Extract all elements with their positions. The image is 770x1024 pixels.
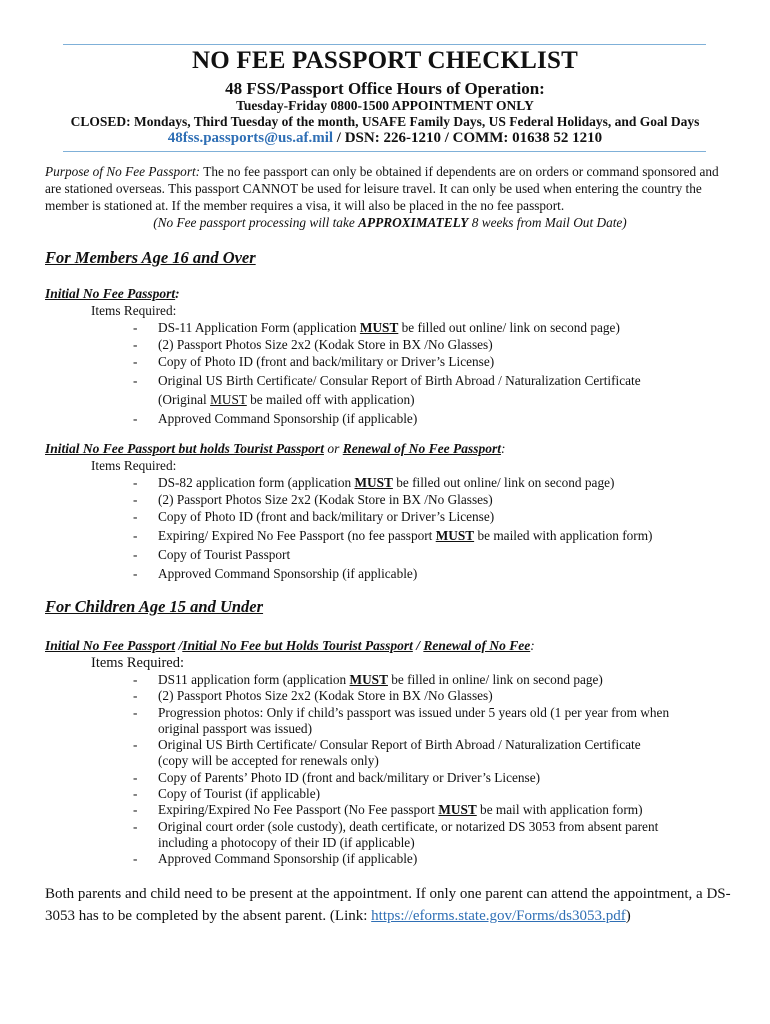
item-text: (Original: [158, 392, 211, 407]
must-emphasis: MUST: [349, 672, 388, 687]
list-item-continued: [0, 391, 641, 408]
office-days: Tuesday-Friday 0800-1500 APPOINTMENT ONLY: [236, 98, 534, 113]
subheading-colon: :: [175, 286, 180, 301]
hours-heading: 48 FSS/Passport Office Hours of Operation:: [225, 79, 545, 98]
must-emphasis: MUST: [359, 320, 399, 335]
list-item: - Approved Command Sponsorship (if applicable): [0, 410, 641, 427]
item-text: Expiring/Expired No Fee Passport (No Fee passport: [158, 802, 439, 818]
must-emphasis: MUST: [210, 392, 247, 407]
list-item: [0, 474, 652, 491]
phone-numbers: / DSN: 226-1210 / COMM: 01638 52 1210: [333, 130, 603, 146]
section-heading-children: For Children Age 15 and Under: [45, 597, 264, 616]
item-text: be mail with application form): [476, 802, 643, 818]
note-emphasis: APPROXIMATELY: [358, 215, 469, 230]
purpose-paragraph: [45, 163, 735, 231]
ds3053-link[interactable]: https://eforms.state.gov/Forms/ds3053.pdf: [371, 908, 626, 924]
list-item: - Copy of Parents’ Photo ID (front and back/military or Driver’s License): [0, 770, 669, 786]
must-emphasis: MUST: [435, 528, 475, 543]
subheading-renewal: [45, 441, 505, 457]
items-required-label: Items Required:: [91, 303, 177, 318]
subheading-children: [45, 638, 535, 654]
list-item-continued: (copy will be accepted for renewals only): [158, 753, 379, 769]
list-item: [0, 319, 641, 336]
list-item-continued: including a photocopy of their ID (if applicable): [158, 834, 415, 850]
closed-days: CLOSED: Mondays, Third Tuesday of the month, USAFE Family Days, US Federal Holidays, and Goal Days: [70, 114, 700, 129]
list-item: [0, 527, 652, 544]
item-text: be mailed off with application): [246, 392, 415, 407]
adult-initial-list: [0, 319, 641, 427]
must-emphasis: MUST: [354, 475, 393, 490]
adult-renewal-list: [0, 474, 652, 582]
subheading-children-b: Initial No Fee but Holds Tourist Passport: [182, 638, 413, 653]
list-item: - Approved Command Sponsorship (if applicable): [0, 565, 652, 582]
list-item: [0, 802, 669, 818]
list-item: - Copy of Photo ID (front and back/military or Driver’s License): [0, 353, 641, 370]
list-item: - (2) Passport Photos Size 2x2 (Kodak Store in BX /No Glasses): [0, 688, 669, 704]
list-item: - Copy of Tourist (if applicable): [0, 786, 669, 802]
list-item: - (2) Passport Photos Size 2x2 (Kodak Store in BX /No Glasses): [0, 491, 652, 508]
list-item: - Progression photos: Only if child’s passport was issued under 5 years old (1 per year from when: [0, 705, 669, 721]
item-text: DS-82 application form (application: [158, 475, 355, 490]
list-item: - Original US Birth Certificate/ Consular Report of Birth Abroad / Naturalization Certificate: [0, 372, 641, 389]
list-item: - Copy of Photo ID (front and back/military or Driver’s License): [0, 508, 652, 525]
subheading-renewal-b: Renewal of No Fee Passport: [342, 441, 501, 456]
subheading-colon: :: [530, 638, 535, 653]
item-text: be filled out online/ link on second page): [392, 475, 615, 490]
email-link[interactable]: 48fss.passports@us.af.mil: [167, 130, 334, 146]
item-text: be filled in online/ link on second page): [387, 672, 603, 687]
subheading-colon: :: [500, 441, 506, 456]
item-text: Expiring/ Expired No Fee Passport (no fee passport: [158, 528, 436, 543]
subheading-children-a: Initial No Fee Passport: [45, 638, 176, 653]
must-emphasis: MUST: [438, 802, 477, 818]
item-text: be mailed with application form): [474, 528, 653, 543]
subheading-initial-text: Initial No Fee Passport: [45, 286, 176, 301]
footer-text: Both parents and child need to be present at the appointment. If only one parent can attend the appointment, a DS-3053 has to be completed by the absent parent. (Link:: [45, 886, 731, 924]
list-item-continued: original passport was issued): [158, 720, 312, 736]
top-rule: [63, 44, 706, 45]
footer-close: ): [625, 908, 631, 924]
item-text: DS11 application form (application: [158, 672, 350, 687]
item-text: DS-11 Application Form (application: [158, 320, 360, 335]
list-item: - Approved Command Sponsorship (if applicable): [0, 851, 669, 867]
subheading-or: or: [323, 441, 343, 456]
list-item: - Original US Birth Certificate/ Consular Report of Birth Abroad / Naturalization Certificate: [0, 737, 669, 753]
subheading-separator: /: [412, 638, 424, 653]
subheading-children-c: Renewal of No Fee: [423, 638, 531, 653]
items-required-label: Items Required:: [91, 458, 177, 473]
list-item: - Original court order (sole custody), death certificate, or notarized DS 3053 from absent parent: [0, 819, 669, 835]
item-text: be filled out online/ link on second page): [398, 320, 620, 335]
note-suffix: 8 weeks from Mail Out Date): [468, 215, 627, 230]
footer-paragraph: [45, 883, 735, 927]
subheading-separator: /: [175, 638, 183, 653]
section-heading-adults: For Members Age 16 and Over: [45, 248, 256, 267]
list-item: - Copy of Tourist Passport: [0, 546, 652, 563]
subheading-initial: [45, 286, 180, 302]
items-required-label: Items Required:: [91, 655, 185, 671]
processing-note: [45, 214, 735, 231]
list-item: [0, 672, 669, 688]
contact-line: [0, 130, 770, 147]
header-bottom-rule: [63, 151, 706, 152]
page-title: NO FEE PASSPORT CHECKLIST: [192, 47, 578, 74]
children-list: [0, 672, 669, 868]
purpose-label: Purpose of No Fee Passport:: [45, 164, 201, 179]
note-prefix: (No Fee passport processing will take: [153, 215, 359, 230]
subheading-renewal-a: Initial No Fee Passport but holds Tourist Passport: [45, 441, 324, 456]
purpose-text: The no fee passport can only be obtained if dependents are on orders or command sponsored and are stationed overseas. This passport CANNOT be used for leisure travel. It can only be used when entering the country the member is stationed at. If the member requires a visa, it will also be placed in the no fee passport.: [45, 164, 719, 213]
list-item: - (2) Passport Photos Size 2x2 (Kodak Store in BX /No Glasses): [0, 336, 641, 353]
